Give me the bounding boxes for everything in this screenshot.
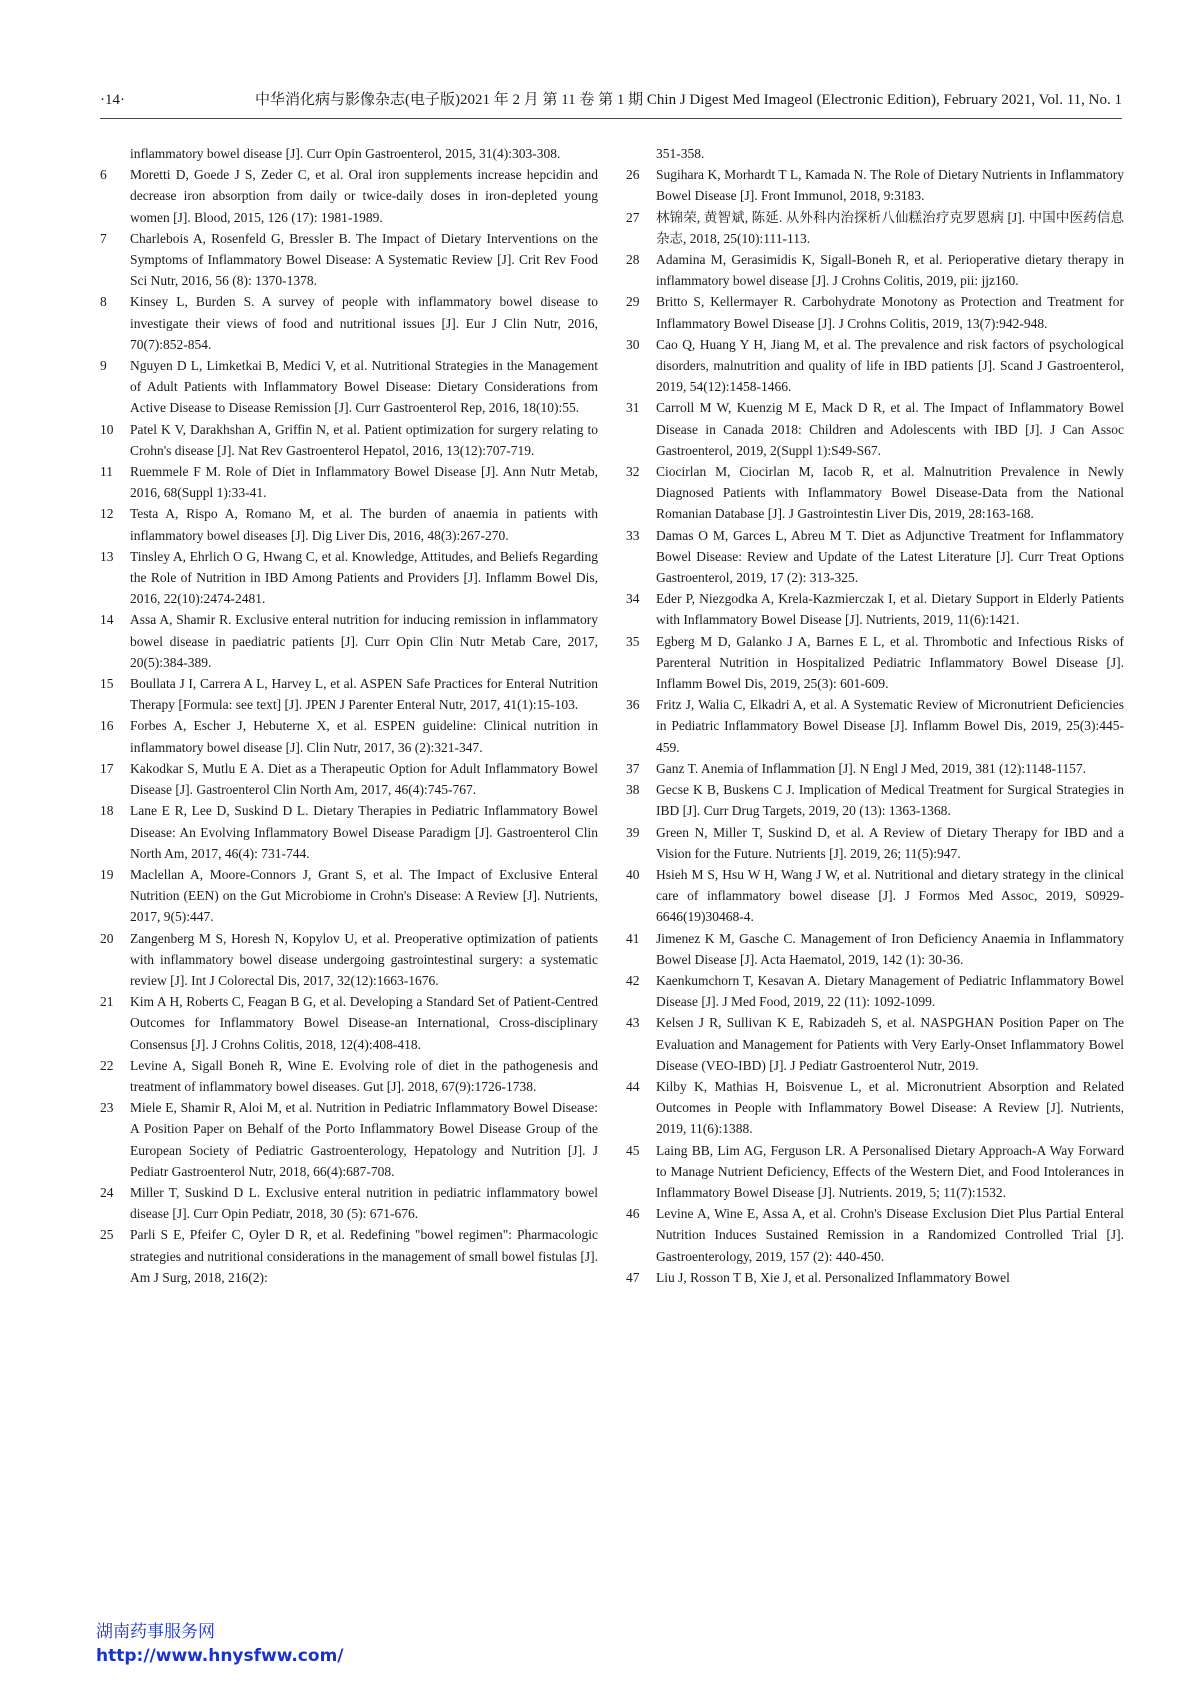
reference-number: 13 bbox=[100, 548, 114, 564]
reference-number: 9 bbox=[100, 358, 107, 374]
reference-number: 47 bbox=[626, 1269, 640, 1285]
reference-text: Fritz J, Walia C, Elkadri A, et al. A Systematic Review of Micronutrient Deficiencies in Pediatric Inflammatory Bowel Disease [J]. Inflamm Bowel Dis, 2019, 25(3):445-459. bbox=[656, 697, 1124, 755]
reference-text: Sugihara K, Morhardt T L, Kamada N. The Role of Dietary Nutrients in Inflammatory Bowel Disease [J]. Front Immunol, 2018, 9:3183. bbox=[656, 167, 1124, 204]
reference-item bbox=[100, 715, 598, 757]
reference-item bbox=[626, 397, 1124, 461]
reference-text: Zangenberg M S, Horesh N, Kopylov U, et al. Preoperative optimization of patients with inflammatory bowel disease undergoing gastrointestinal surgery: a systematic review [J]. Int J Colorectal Dis, 2017, 32(12):1663-1676. bbox=[130, 930, 598, 988]
reference-text: Patel K V, Darakhshan A, Griffin N, et al. Patient optimization for surgery relating to Crohn's disease [J]. Nat Rev Gastroenterol Hepatol, 2016, 13(12):707-719. bbox=[130, 421, 598, 458]
reference-item bbox=[626, 1140, 1124, 1204]
reference-number: 6 bbox=[100, 167, 107, 183]
reference-number: 21 bbox=[100, 994, 114, 1010]
reference-item bbox=[100, 228, 598, 292]
reference-number: 15 bbox=[100, 676, 114, 692]
reference-text: Cao Q, Huang Y H, Jiang M, et al. The prevalence and risk factors of psychological disorders, malnutrition and quality of life in IBD patients [J]. Scand J Gastroenterol, 2019, 54(12):1458-1466. bbox=[656, 336, 1124, 395]
reference-number: 38 bbox=[626, 782, 640, 798]
reference-text: Nguyen D L, Limketkai B, Medici V, et al. Nutritional Strategies in the Management of Adult Patients with Inflammatory Bowel Disease: Dietary Considerations from Active Disease to Disease Remission [J]. Curr Gastroenterol Rep, 2016, 18(10):55. bbox=[130, 358, 598, 416]
reference-text: Kinsey L, Burden S. A survey of people with inflammatory bowel disease to investigate their views of food and nutritional issues [J]. Eur J Clin Nutr, 2016, 70(7):852-854. bbox=[130, 294, 598, 352]
reference-text: 林锦荣, 黄智斌, 陈延. 从外科内治探析八仙糕治疗克罗恩病 [J]. 中国中医药信息杂志, 2018, 25(10):111-113. bbox=[656, 209, 1124, 246]
reference-number: 41 bbox=[626, 930, 640, 946]
reference-number: 39 bbox=[626, 824, 640, 840]
reference-text: Hsieh M S, Hsu W H, Wang J W, et al. Nutritional and dietary strategy in the clinical care of inflammatory bowel disease [J]. J Formos Med Assoc, 2019, S0929-6646(19)30468-4. bbox=[656, 866, 1124, 925]
reference-number: 22 bbox=[100, 1057, 114, 1073]
reference-text: Maclellan A, Moore-Connors J, Grant S, et al. The Impact of Exclusive Enteral Nutrition (EEN) on the Gut Microbiome in Crohn's Disease: A Review [J]. Nutrients, 2017, 9(5):447. bbox=[130, 866, 598, 925]
reference-text: Levine A, Wine E, Assa A, et al. Crohn's Disease Exclusion Diet Plus Partial Enteral Nutrition Induces Sustained Remission in a Randomized Controlled Trial [J]. Gastroenterology, 2019, 157 (2): 440-450. bbox=[656, 1206, 1124, 1264]
reference-number: 24 bbox=[100, 1184, 114, 1200]
reference-item bbox=[100, 546, 598, 610]
reference-item bbox=[626, 164, 1124, 206]
reference-number: 7 bbox=[100, 230, 107, 246]
reference-text: Tinsley A, Ehrlich O G, Hwang C, et al. Knowledge, Attitudes, and Beliefs Regarding the Role of Nutrition in IBD Among Patients and Providers [J]. Inflamm Bowel Dis, 2016, 22(10):2474-2481. bbox=[130, 548, 598, 607]
reference-item bbox=[100, 864, 598, 928]
reference-text: Assa A, Shamir R. Exclusive enteral nutrition for inducing remission in inflammatory bowel disease in paediatric patients [J]. Curr Opin Clin Nutr Metab Care, 2017, 20(5):384-389. bbox=[130, 612, 598, 670]
reference-item bbox=[626, 525, 1124, 589]
reference-item bbox=[626, 779, 1124, 821]
reference-text: Damas O M, Garces L, Abreu M T. Diet as Adjunctive Treatment for Inflammatory Bowel Disease: Review and Update of the Latest Literature [J]. Curr Treat Options Gastroenterol, 2019, 17 (2): 313-325. bbox=[656, 527, 1124, 586]
reference-item bbox=[100, 143, 598, 164]
reference-number: 44 bbox=[626, 1078, 640, 1094]
reference-item bbox=[626, 1012, 1124, 1076]
reference-text: Gecse K B, Buskens C J. Implication of Medical Treatment for Surgical Strategies in IBD [J]. Curr Drug Targets, 2019, 20 (13): 1363-1368. bbox=[656, 782, 1124, 819]
reference-number: 28 bbox=[626, 252, 640, 268]
reference-text: Egberg M D, Galanko J A, Barnes E L, et al. Thrombotic and Infectious Risks of Parenteral Nutrition in Hospitalized Pediatric Inflammatory Bowel Disease [J]. Inflamm Bowel Dis, 2019, 25(3): 601-609. bbox=[656, 633, 1124, 692]
reference-text: inflammatory bowel disease [J]. Curr Opin Gastroenterol, 2015, 31(4):303-308. bbox=[130, 146, 561, 161]
reference-item bbox=[626, 461, 1124, 525]
reference-number: 25 bbox=[100, 1227, 114, 1243]
reference-number: 8 bbox=[100, 294, 107, 310]
reference-text: Ciocirlan M, Ciocirlan M, Iacob R, et al. Malnutrition Prevalence in Newly Diagnosed Patients with Inflammatory Bowel Disease-Data from the National Romanian Database [J]. J Gastrointestin Liver Dis, 2019, 28:163-168. bbox=[656, 464, 1124, 522]
reference-number: 12 bbox=[100, 506, 114, 522]
site-watermark[interactable] bbox=[96, 1620, 344, 1668]
reference-item bbox=[626, 928, 1124, 970]
reference-text: Kilby K, Mathias H, Boisvenue L, et al. Micronutrient Absorption and Related Outcomes in People with Inflammatory Bowel Disease: A Review [J]. Nutrients, 2019, 11(6):1388. bbox=[656, 1078, 1124, 1137]
reference-text: Green N, Miller T, Suskind D, et al. A Review of Dietary Therapy for IBD and a Vision for the Future. Nutrients [J]. 2019, 26; 11(5):947. bbox=[656, 824, 1124, 861]
reference-item bbox=[626, 822, 1124, 864]
reference-item bbox=[626, 249, 1124, 291]
reference-number: 19 bbox=[100, 866, 114, 882]
watermark-url[interactable]: http://www.hnysfww.com/ bbox=[96, 1646, 344, 1666]
reference-text: Moretti D, Goede J S, Zeder C, et al. Oral iron supplements increase hepcidin and decrease iron absorption from daily or twice-daily doses in iron-depleted young women [J]. Blood, 2015, 126 (17): 1981-1989. bbox=[130, 167, 598, 225]
reference-number: 20 bbox=[100, 930, 114, 946]
reference-item bbox=[626, 864, 1124, 928]
reference-item bbox=[100, 291, 598, 355]
reference-item bbox=[626, 694, 1124, 758]
reference-item bbox=[626, 207, 1124, 249]
reference-item bbox=[100, 991, 598, 1055]
page-header bbox=[100, 88, 1122, 112]
reference-item bbox=[626, 970, 1124, 1012]
reference-item bbox=[100, 758, 598, 800]
reference-number: 26 bbox=[626, 167, 640, 183]
page-number: ·14· bbox=[100, 92, 125, 108]
reference-text: Kaenkumchorn T, Kesavan A. Dietary Management of Pediatric Inflammatory Bowel Disease [J]. J Med Food, 2019, 22 (11): 1092-1099. bbox=[656, 972, 1124, 1010]
reference-item bbox=[100, 461, 598, 503]
reference-text: Boullata J I, Carrera A L, Harvey L, et al. ASPEN Safe Practices for Enteral Nutrition Therapy [Formula: see text] [J]. JPEN J Parenter Enteral Nutr, 2017, 41(1):15-103. bbox=[130, 676, 598, 713]
reference-number: 37 bbox=[626, 760, 640, 776]
reference-text: Ganz T. Anemia of Inflammation [J]. N Engl J Med, 2019, 381 (12):1148-1157. bbox=[656, 760, 1087, 776]
reference-item bbox=[100, 800, 598, 864]
reference-item bbox=[626, 1203, 1124, 1267]
reference-item bbox=[100, 609, 598, 673]
reference-text: Testa A, Rispo A, Romano M, et al. The burden of anaemia in patients with inflammatory bowel diseases [J]. Dig Liver Dis, 2016, 48(3):267-270. bbox=[130, 506, 598, 543]
reference-item bbox=[100, 1224, 598, 1288]
journal-header: 中华消化病与影像杂志(电子版)2021 年 2 月 第 11 卷 第 1 期 Chin J Digest Med Imageol (Electronic Edition), February 2021, Vol. 11, No. 1 bbox=[254, 92, 1122, 108]
reference-item bbox=[626, 291, 1124, 333]
reference-text: Miele E, Shamir R, Aloi M, et al. Nutrition in Pediatric Inflammatory Bowel Disease: A Position Paper on Behalf of the Porto Inflammatory Bowel Disease Group of the European Society of Pediatric Gastroenterology, Hepatology and Nutrition [J]. J Pediatr Gastroenterol Nutr, 2018, 66(4):687-708. bbox=[130, 1100, 598, 1179]
reference-text: Ruemmele F M. Role of Diet in Inflammatory Bowel Disease [J]. Ann Nutr Metab, 2016, 68(Suppl 1):33-41. bbox=[130, 464, 598, 501]
references-right-column bbox=[626, 143, 1124, 1288]
reference-text: Carroll M W, Kuenzig M E, Mack D R, et al. The Impact of Inflammatory Bowel Disease in Canada 2018: Children and Adolescents with IBD [J]. J Can Assoc Gastroenterol, 2019, 2(Suppl 1):S49-S67. bbox=[656, 400, 1124, 458]
reference-item bbox=[626, 631, 1124, 695]
reference-text: Kim A H, Roberts C, Feagan B G, et al. Developing a Standard Set of Patient-Centred Outcomes for Inflammatory Bowel Disease-an International, Cross-disciplinary Consensus [J]. J Crohns Colitis, 2018, 12(4):408-418. bbox=[130, 994, 598, 1052]
reference-item bbox=[626, 143, 1124, 164]
reference-text: Levine A, Sigall Boneh R, Wine E. Evolving role of diet in the pathogenesis and treatment of inflammatory bowel diseases. Gut [J]. 2018, 67(9):1726-1738. bbox=[130, 1057, 598, 1094]
reference-number: 36 bbox=[626, 697, 640, 713]
reference-item bbox=[100, 673, 598, 715]
reference-item bbox=[100, 503, 598, 545]
reference-text: Miller T, Suskind D L. Exclusive enteral nutrition in pediatric inflammatory bowel disease [J]. Curr Opin Pediatr, 2018, 30 (5): 671-676. bbox=[130, 1184, 598, 1222]
reference-number: 46 bbox=[626, 1206, 640, 1222]
reference-number: 14 bbox=[100, 612, 114, 628]
reference-number: 45 bbox=[626, 1142, 640, 1158]
reference-text: Liu J, Rosson T B, Xie J, et al. Personalized Inflammatory Bowel bbox=[656, 1269, 1010, 1285]
reference-item bbox=[626, 588, 1124, 630]
reference-item bbox=[626, 758, 1124, 779]
reference-text: 351-358. bbox=[656, 146, 705, 161]
reference-number: 17 bbox=[100, 760, 114, 776]
reference-number: 43 bbox=[626, 1015, 640, 1031]
header-rule bbox=[100, 118, 1122, 119]
reference-text: Adamina M, Gerasimidis K, Sigall-Boneh R, et al. Perioperative dietary therapy in inflammatory bowel disease [J]. J Crohns Colitis, 2019, pii: jjz160. bbox=[656, 252, 1124, 289]
reference-number: 30 bbox=[626, 336, 640, 352]
reference-number: 23 bbox=[100, 1100, 114, 1116]
reference-item bbox=[100, 355, 598, 419]
reference-item bbox=[100, 1097, 598, 1182]
reference-number: 11 bbox=[100, 464, 113, 480]
reference-item bbox=[626, 334, 1124, 398]
reference-number: 32 bbox=[626, 464, 640, 480]
reference-number: 29 bbox=[626, 294, 640, 310]
reference-item bbox=[100, 419, 598, 461]
reference-item bbox=[626, 1267, 1124, 1288]
reference-text: Kelsen J R, Sullivan K E, Rabizadeh S, et al. NASPGHAN Position Paper on The Evaluation and Management for Patients with Very Early-Onset Inflammatory Bowel Disease (VEO-IBD) [J]. J Pediatr Gastroenterol Nutr, 2019. bbox=[656, 1015, 1124, 1073]
reference-number: 31 bbox=[626, 400, 640, 416]
reference-number: 16 bbox=[100, 718, 114, 734]
reference-text: Forbes A, Escher J, Hebuterne X, et al. ESPEN guideline: Clinical nutrition in inflammatory bowel disease [J]. Clin Nutr, 2017, 36 (2):321-347. bbox=[130, 718, 598, 755]
reference-item bbox=[100, 928, 598, 992]
watermark-site-name: 湖南药事服务网 bbox=[96, 1622, 215, 1642]
references-left-column bbox=[100, 143, 598, 1288]
reference-number: 27 bbox=[626, 209, 640, 225]
reference-text: Kakodkar S, Mutlu E A. Diet as a Therapeutic Option for Adult Inflammatory Bowel Disease [J]. Gastroenterol Clin North Am, 2017, 46(4):745-767. bbox=[130, 760, 598, 798]
reference-number: 35 bbox=[626, 633, 640, 649]
reference-number: 18 bbox=[100, 803, 114, 819]
reference-text: Laing BB, Lim AG, Ferguson LR. A Personalised Dietary Approach-A Way Forward to Manage Nutrient Deficiency, Effects of the Western Diet, and Food Intolerances in Inflammatory Bowel Disease [J]. Nutrients. 2019, 5; 11(7):1532. bbox=[656, 1142, 1124, 1200]
reference-item bbox=[626, 1076, 1124, 1140]
reference-item bbox=[100, 164, 598, 228]
reference-text: Charlebois A, Rosenfeld G, Bressler B. The Impact of Dietary Interventions on the Symptoms of Inflammatory Bowel Disease: A Systematic Review [J]. Crit Rev Food Sci Nutr, 2016, 56 (8): 1370-1378. bbox=[130, 230, 598, 289]
reference-text: Parli S E, Pfeifer C, Oyler D R, et al. Redefining "bowel regimen": Pharmacologic strategies and nutritional considerations in the management of small bowel fistulas [J]. Am J Surg, 2018, 216(2): bbox=[130, 1227, 598, 1285]
reference-number: 40 bbox=[626, 866, 640, 882]
reference-number: 10 bbox=[100, 421, 114, 437]
reference-text: Jimenez K M, Gasche C. Management of Iron Deficiency Anaemia in Inflammatory Bowel Disease [J]. Acta Haematol, 2019, 142 (1): 30-36. bbox=[656, 930, 1124, 967]
reference-text: Britto S, Kellermayer R. Carbohydrate Monotony as Protection and Treatment for Inflammatory Bowel Disease [J]. J Crohns Colitis, 2019, 13(7):942-948. bbox=[656, 294, 1124, 331]
reference-text: Eder P, Niezgodka A, Krela-Kazmierczak I, et al. Dietary Support in Elderly Patients with Inflammatory Bowel Disease [J]. Nutrients, 2019, 11(6):1421. bbox=[656, 591, 1124, 628]
reference-number: 33 bbox=[626, 527, 640, 543]
reference-item bbox=[100, 1055, 598, 1097]
reference-item bbox=[100, 1182, 598, 1224]
reference-number: 34 bbox=[626, 591, 640, 607]
reference-text: Lane E R, Lee D, Suskind D L. Dietary Therapies in Pediatric Inflammatory Bowel Disease: An Evolving Inflammatory Bowel Disease Paradigm [J]. Gastroenterol Clin North Am, 2017, 46(4): 731-744. bbox=[130, 803, 598, 861]
reference-number: 42 bbox=[626, 972, 640, 988]
